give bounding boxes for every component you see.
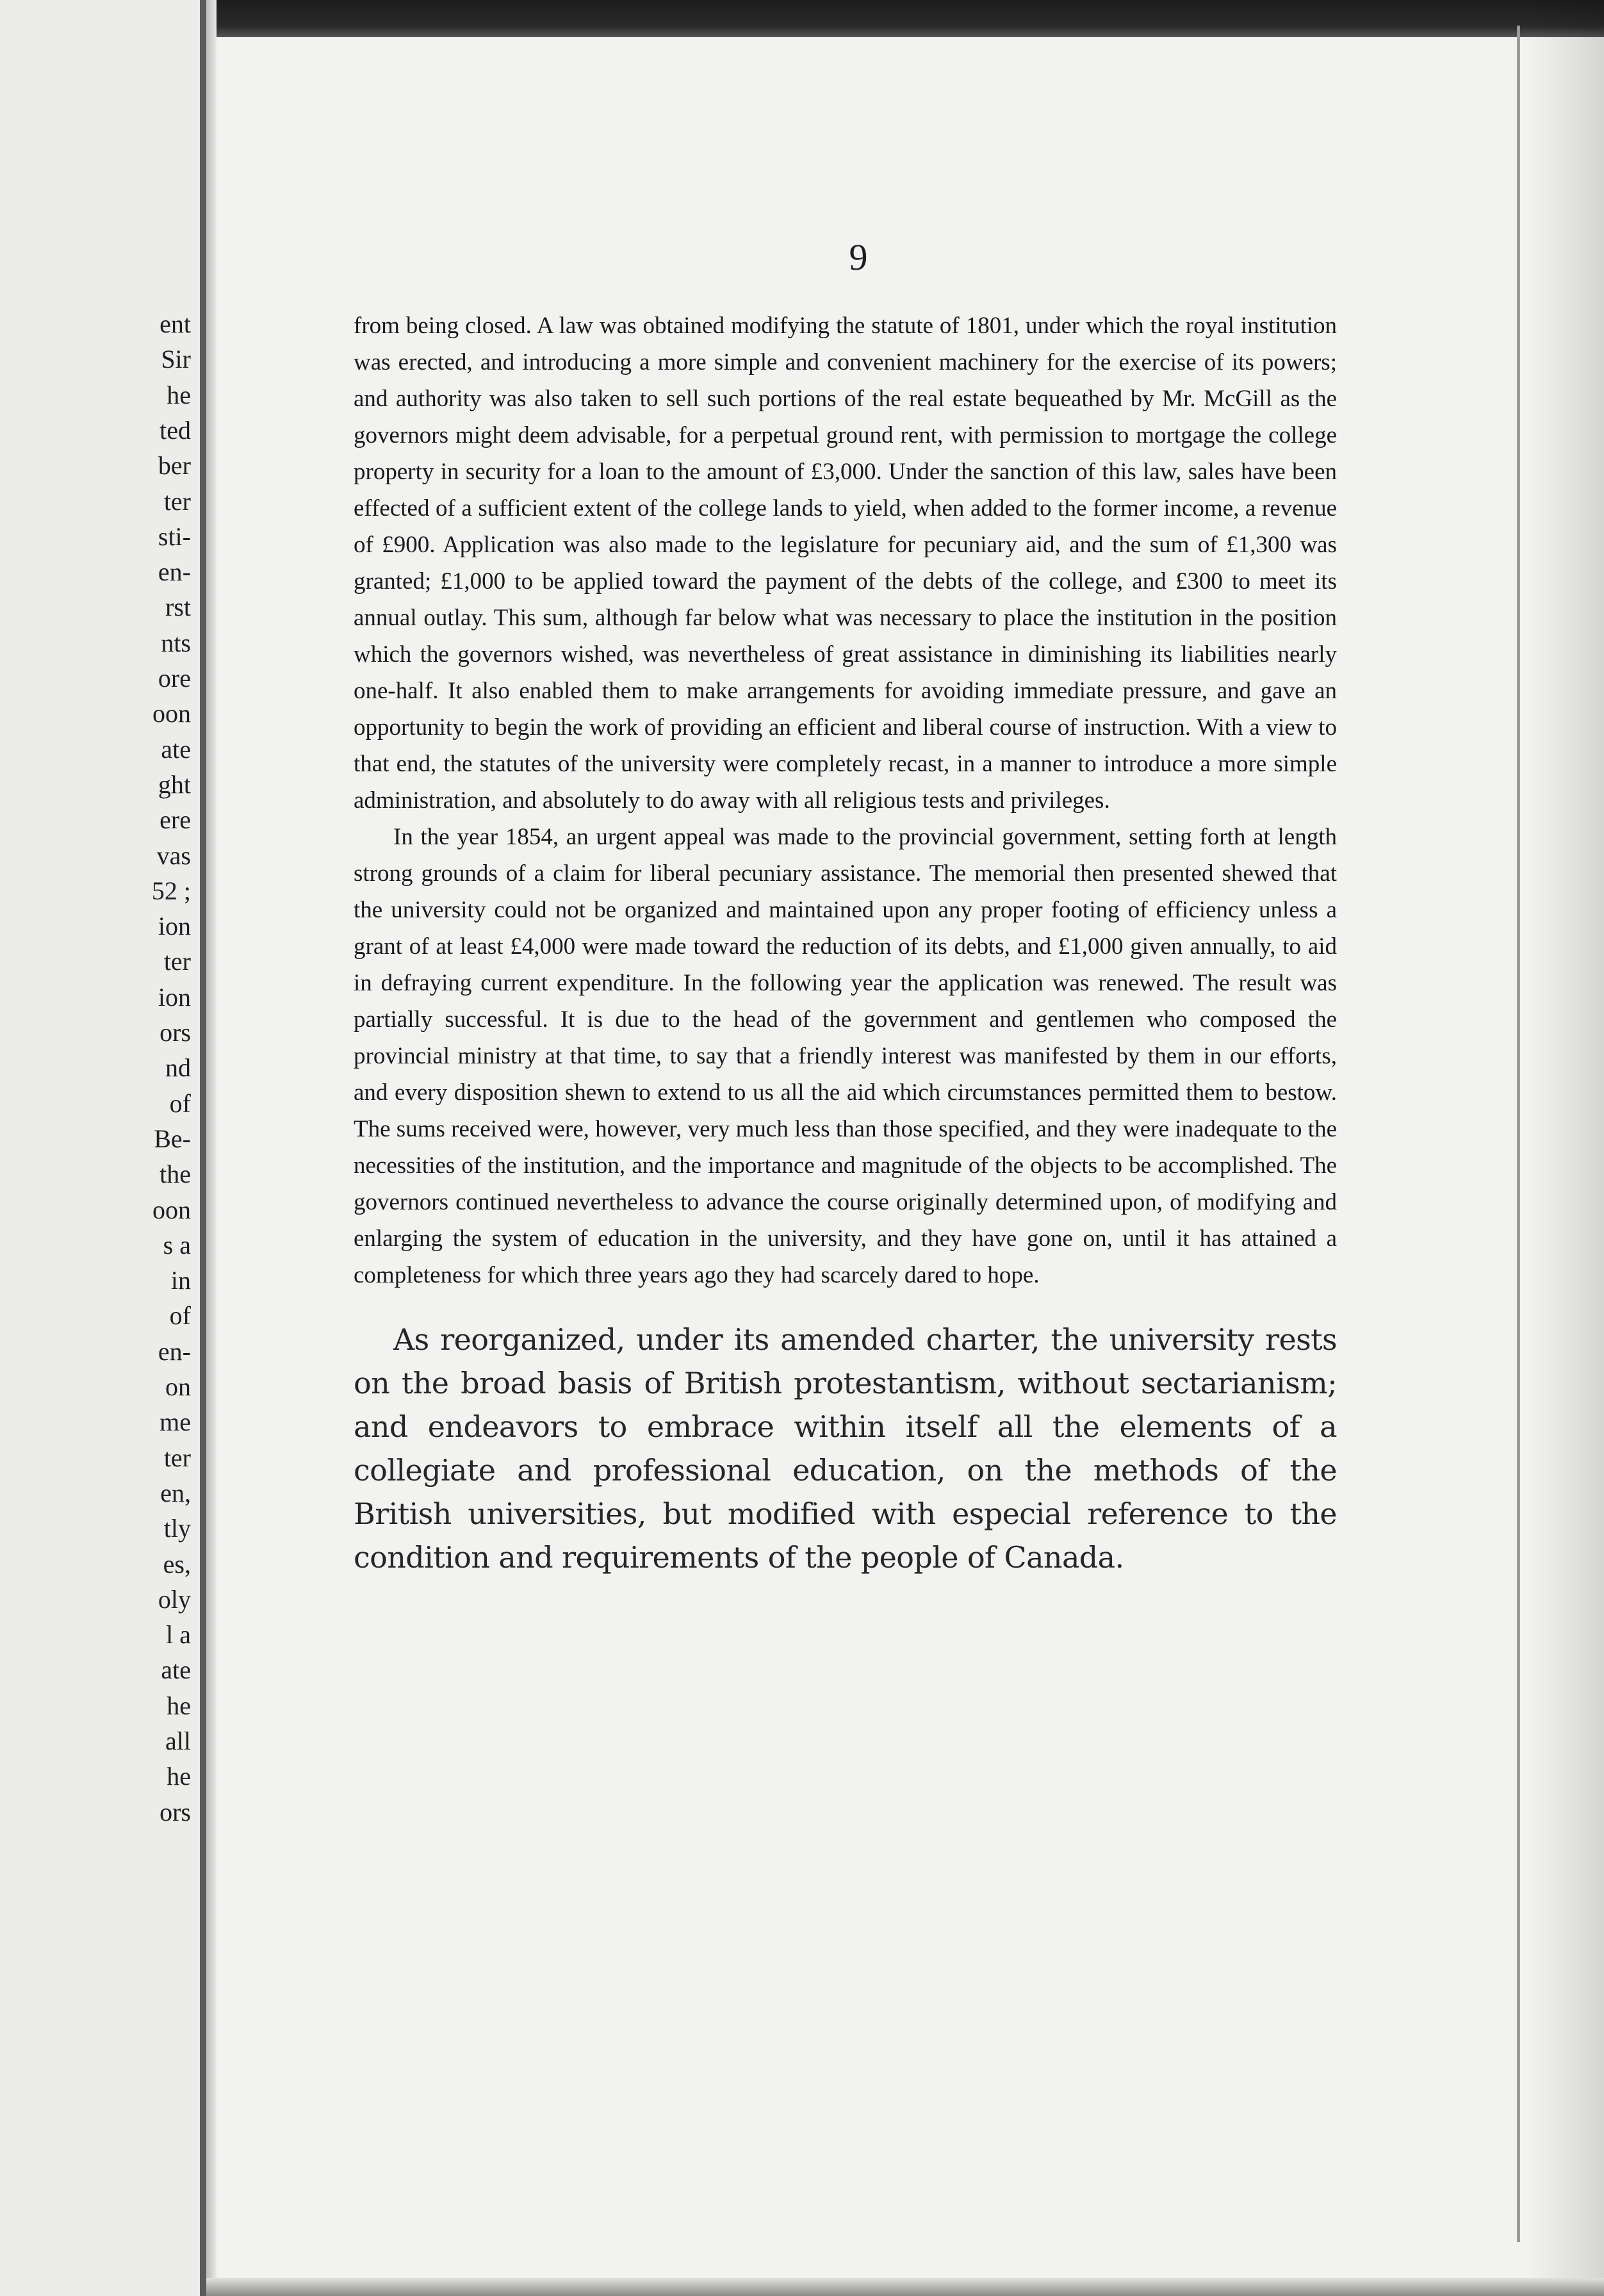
facing-page-text: oly bbox=[158, 1585, 191, 1614]
page-edge-shadow bbox=[1527, 0, 1604, 2296]
facing-page-text: oon bbox=[152, 699, 191, 728]
facing-page-text: ter bbox=[163, 947, 191, 976]
book-gutter bbox=[206, 0, 217, 2296]
facing-page-text: ate bbox=[161, 1655, 191, 1684]
paragraph-2: In the year 1854, an urgent appeal was made to the provincial government, setting forth at length strong grounds of a claim for liberal pecuniary assistance. The memorial then presented shewed that the university could not be organized and maintained upon any proper footing of efficiency unless a grant of at least £4,000 were made toward the reduction of its debts, and £1,000 given annually, to aid in defraying current expenditure. In the following year the application was renewed. The result was partially successful. It is due to the head of the government and gentlemen who composed the provincial ministry at that time, to say that a friendly interest was manifested by them in our efforts, and every disposition shewn to extend to us all the aid which circumstances permitted them to bestow. The sums received were, however, very much less than those specified, and they were inadequate to the necessities of the institution, and the importance and magnitude of the objects to be accomplished. The governors continued nevertheless to advance the course originally determined upon, of modifying and enlarging the system of education in the university, and they have gone on, until it has attained a completeness for which three years ago they had scarcely dared to hope. bbox=[354, 824, 1337, 1288]
facing-page-text: en- bbox=[158, 1337, 191, 1366]
facing-page-text: ate bbox=[161, 735, 191, 764]
facing-page-text: nd bbox=[165, 1053, 191, 1082]
facing-page-text: ere bbox=[160, 805, 191, 834]
facing-page-text: tly bbox=[163, 1514, 191, 1543]
facing-page-text: vas bbox=[156, 841, 191, 870]
facing-page-text: rst bbox=[165, 593, 191, 621]
facing-page-text: ors bbox=[160, 1018, 191, 1047]
facing-page-fragment bbox=[0, 0, 206, 2296]
facing-page-text: ted bbox=[160, 416, 191, 445]
page-body bbox=[354, 308, 1337, 1609]
facing-page-text: of bbox=[169, 1301, 191, 1330]
facing-page-text: en- bbox=[158, 557, 191, 586]
facing-page-text: en, bbox=[160, 1479, 191, 1507]
facing-page-text: Sir bbox=[161, 345, 191, 373]
facing-page-text: he bbox=[167, 1762, 191, 1791]
facing-page-text: es, bbox=[163, 1550, 191, 1578]
page-edge-rule bbox=[1517, 26, 1520, 2242]
facing-page-text: ore bbox=[158, 664, 191, 693]
facing-page-text: Be- bbox=[154, 1124, 191, 1153]
facing-page-text: 52 ; bbox=[151, 876, 191, 905]
paragraph-3: As reorganized, under its amended charter, the university rests on the broad basis of British protestantism, without sectarianism; and endeavors to embrace within itself all the elements of a collegiate and professional education, on the methods of the British universities, but modified with especial reference to the condition and requirements of the people of Canada. bbox=[354, 1322, 1337, 1575]
facing-page-text: all bbox=[165, 1726, 191, 1755]
page-bottom-edge bbox=[206, 2278, 1604, 2296]
paragraph-1: from being closed. A law was obtained modifying the statute of 1801, under which the royal institution was erected, and introducing a more simple and convenient machinery for the exercise of its powers; and authority was also taken to sell such portions of the real estate bequeathed by Mr. McGill as the governors might deem advisable, for a perpetual ground rent, with permission to mortgage the college property in security for a loan to the amount of £3,000. Under the sanction of this law, sales have been effected of a sufficient extent of the college lands to yield, when added to the former income, a revenue of £900. Application was also made to the legislature for pecuniary aid, and the sum of £1,300 was granted; £1,000 to be applied toward the payment of the debts of the college, and £300 to meet its annual outlay. This sum, although far below what was necessary to place the institution in the position which the governors wished, was nevertheless of great assistance in diminishing its liabilities nearly one-half. It also enabled them to make arrangements for avoiding immediate pressure, and gave an opportunity to begin the work of providing an efficient and liberal course of instruction. With a view to that end, the statutes of the university were completely recast, in a manner to introduce a more simple administration, and absolutely to do away with all religious tests and privileges. bbox=[354, 313, 1337, 814]
facing-page-text: oon bbox=[152, 1195, 191, 1224]
page-top-edge bbox=[192, 0, 1604, 37]
facing-page-text: ter bbox=[163, 1443, 191, 1472]
facing-page-text: nts bbox=[161, 628, 191, 657]
facing-page-text: he bbox=[167, 1691, 191, 1720]
facing-page-text: s a bbox=[163, 1231, 191, 1259]
facing-page-text: ent bbox=[160, 309, 191, 338]
facing-page-text: ght bbox=[158, 770, 191, 799]
facing-page-text: of bbox=[169, 1089, 191, 1118]
facing-page-text: sti- bbox=[158, 522, 191, 551]
facing-page-text: ion bbox=[158, 983, 191, 1012]
facing-page-text: on bbox=[165, 1372, 191, 1401]
facing-page-text: l a bbox=[166, 1620, 191, 1649]
page-number: 9 bbox=[849, 236, 868, 278]
facing-page-text: ion bbox=[158, 912, 191, 940]
facing-page-text: he bbox=[167, 381, 191, 409]
facing-page-text: ter bbox=[163, 487, 191, 516]
facing-page-text: in bbox=[170, 1266, 191, 1295]
facing-page-text: ors bbox=[160, 1798, 191, 1826]
facing-page-text: the bbox=[160, 1160, 191, 1188]
facing-page-text: ber bbox=[158, 451, 191, 480]
facing-page-text: me bbox=[160, 1407, 191, 1436]
